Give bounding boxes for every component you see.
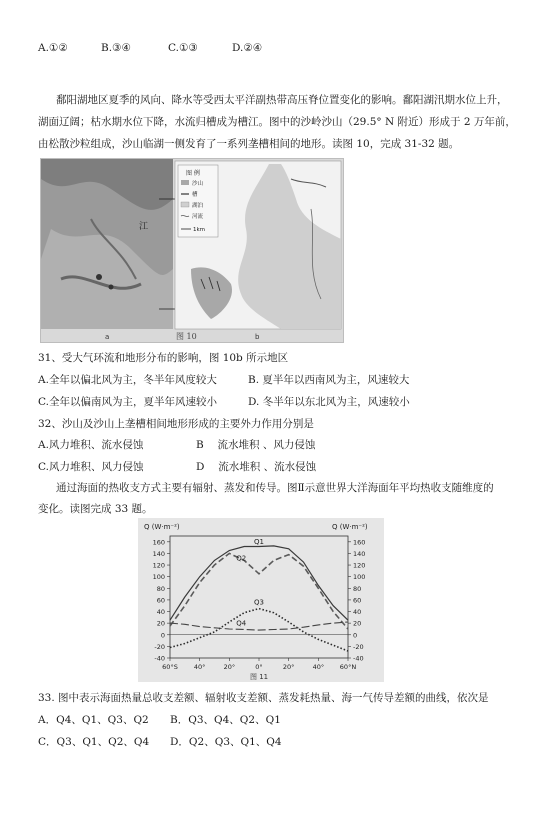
series-label-q1: Q1 [254, 538, 264, 547]
legend-item-scale: 1km [193, 227, 206, 233]
y-tick-label-left: 0 [160, 631, 165, 640]
top-option-b: B.③④ [101, 42, 131, 54]
y-tick-label-right: 0 [353, 631, 358, 640]
y-tick-label-left: 120 [152, 561, 165, 570]
left-axis-title: Q (W·m⁻²) [144, 523, 180, 531]
y-tick-label-right: 160 [353, 538, 366, 547]
q31-option-a: A.全年以偏北风为主，冬半年风度较大 [38, 374, 217, 386]
x-tick-label: 20° [282, 663, 295, 671]
panel-b-label: b [255, 333, 260, 341]
top-option-d: D.②④ [232, 42, 263, 54]
y-tick-label-left: 20 [156, 619, 165, 628]
y-tick-label-left: 100 [152, 573, 165, 582]
series-label-q2: Q2 [236, 554, 247, 563]
legend-title: 图 例 [186, 170, 200, 177]
figure-11-chart [138, 518, 384, 682]
q33-option-c: C．Q3、Q1、Q2、Q4 [38, 736, 150, 748]
q32-option-d: D 流水堆积 、流水侵蚀 [196, 461, 317, 473]
plot-frame [170, 536, 348, 658]
q31-option-d: D. 冬半年以东北风为主，风速较小 [248, 396, 410, 408]
q33-option-b: B．Q3、Q4、Q2、Q1 [170, 714, 281, 726]
y-tick-label-right: -40 [353, 654, 364, 663]
y-tick-label-right: 120 [353, 561, 366, 570]
series-line-q4 [170, 622, 348, 630]
q32-option-c: C.风力堆积、风力侵蚀 [38, 461, 144, 473]
legend-item-river: 河流 [192, 214, 204, 220]
legend-item-lake: 湖泊 [192, 203, 204, 209]
x-tick-label: 60°N [339, 663, 357, 671]
q33-stem: 33. 图中表示海面热量总收支差额、辐射收支差额、蒸发耗热量、海一气传导差额的曲线，依次是 [38, 692, 489, 704]
legend-item-sand: 沙山 [192, 181, 204, 187]
y-tick-label-left: 160 [152, 538, 165, 547]
x-tick-label: 60°S [162, 663, 178, 671]
y-tick-label-right: 20 [353, 619, 362, 628]
y-tick-label-left: -40 [154, 654, 165, 663]
series-label-q4: Q4 [236, 619, 247, 628]
q32-stem: 32、沙山及沙山上垄槽相间地形形成的主要外力作用分别是 [38, 418, 314, 430]
y-tick-label-left: 80 [156, 584, 165, 593]
x-tick-label: 40° [312, 663, 325, 671]
intro-line-2: 湖面辽阔；枯水期水位下降，水流归槽成为槽江。图中的沙岭沙山（29.5° N 附近）形成于 2 万年前， [38, 116, 516, 128]
legend-item-trough: 槽 [192, 192, 198, 198]
y-tick-label-right: 80 [353, 584, 362, 593]
q32-option-b: B 流水堆积 、风力侵蚀 [196, 439, 316, 451]
figure-10-map [41, 159, 343, 342]
chart-series-labels [236, 538, 264, 627]
top-option-c: C.①③ [168, 42, 198, 54]
figure-11-caption: 图 11 [250, 673, 269, 681]
figure-10-caption: 图 10 [176, 332, 197, 341]
intro2-line-1: 通过海面的热收支方式主要有辐射、蒸发和传导。图Ⅱ示意世界大洋海面年平均热收支随维度的 [56, 482, 494, 494]
y-tick-label-right: -20 [353, 642, 364, 651]
intro2-line-2: 变化。读图完成 33 题。 [38, 503, 153, 515]
y-tick-label-right: 40 [353, 608, 362, 617]
y-tick-label-left: 60 [156, 596, 165, 605]
right-axis-title: Q (W·m⁻²) [332, 523, 368, 531]
y-tick-label-right: 140 [353, 549, 366, 558]
top-option-a: A.①② [38, 42, 68, 54]
y-tick-label-left: 40 [156, 608, 165, 617]
panel-a-label: a [105, 333, 110, 341]
map-label-jiang: 江 [139, 222, 149, 232]
q32-option-a: A.风力堆积、流水侵蚀 [38, 439, 144, 451]
y-tick-label-right: 100 [353, 573, 366, 582]
series-label-q3: Q3 [254, 598, 264, 607]
x-tick-label: 40° [193, 663, 206, 671]
q33-option-a: A．Q4、Q1、Q3、Q2 [38, 714, 149, 726]
figure-11 [138, 518, 384, 682]
q33-option-d: D．Q2、Q3、Q1、Q4 [170, 736, 282, 748]
series-line-q2 [170, 553, 348, 629]
q31-option-c: C.全年以偏南风为主，夏半年风速较小 [38, 396, 217, 408]
y-tick-label-left: 140 [152, 549, 165, 558]
figure-10 [40, 158, 344, 343]
y-tick-label-right: 60 [353, 596, 362, 605]
intro-line-3: 由松散沙粒组成，沙山临湖一侧发育了一系列垄槽相间的地形。读图 10，完成 31-32 题。 [38, 138, 460, 150]
q31-stem: 31、受大气环流和地形分布的影响，图 10b 所示地区 [38, 352, 289, 364]
q31-option-b: B. 夏半年以西南风为主，风速较大 [248, 374, 410, 386]
y-tick-label-left: -20 [154, 642, 165, 651]
x-tick-label: 20° [223, 663, 236, 671]
x-tick-label: 0° [255, 663, 263, 671]
intro-line-1: 鄱阳湖地区夏季的风向、降水等受西太平洋副热带高压脊位置变化的影响。鄱阳湖汛期水位上升， [56, 94, 508, 106]
